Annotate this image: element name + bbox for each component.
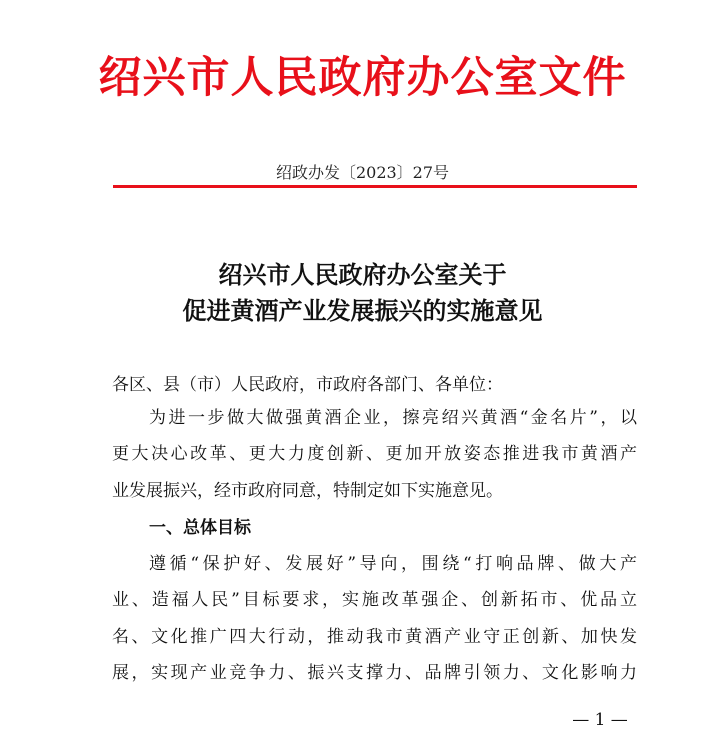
paragraph-2-line-4: 展，实现产业竞争力、振兴支撑力、品牌引领力、文化影响力 <box>112 663 637 683</box>
paragraph-1-line-1: 为进一步做大做强黄酒企业，擦亮绍兴黄酒“金名片”，以 <box>149 408 637 428</box>
paragraph-1-line-2: 更大决心改革、更大力度创新、更加开放姿态推进我市黄酒产 <box>112 444 637 464</box>
document-title-line-2: 促进黄酒产业发展振兴的实施意见 <box>182 296 543 325</box>
paragraph-1-line-3: 业发展振兴，经市政府同意，特制定如下实施意见。 <box>112 481 503 501</box>
red-separator-line <box>113 185 637 188</box>
document-number: 绍政办发〔2023〕27号 <box>275 163 450 182</box>
document-title-line-1: 绍兴市人民政府办公室关于 <box>218 260 507 289</box>
section-1-heading: 一、总体目标 <box>149 518 251 538</box>
document-header-title: 绍兴市人民政府办公室文件 <box>98 53 627 103</box>
paragraph-2-line-2: 业、造福人民”目标要求，实施改革强企、创新拓市、优品立 <box>112 590 637 610</box>
page-number: — 1 — <box>572 710 628 730</box>
paragraph-2-line-1: 遵循“保护好、发展好”导向，围绕“打响品牌、做大产 <box>149 554 637 574</box>
paragraph-2-line-3: 名、文化推广四大行动，推动我市黄酒产业守正创新、加快发 <box>112 627 637 647</box>
salutation: 各区、县（市）人民政府，市政府各部门、各单位： <box>112 375 503 395</box>
